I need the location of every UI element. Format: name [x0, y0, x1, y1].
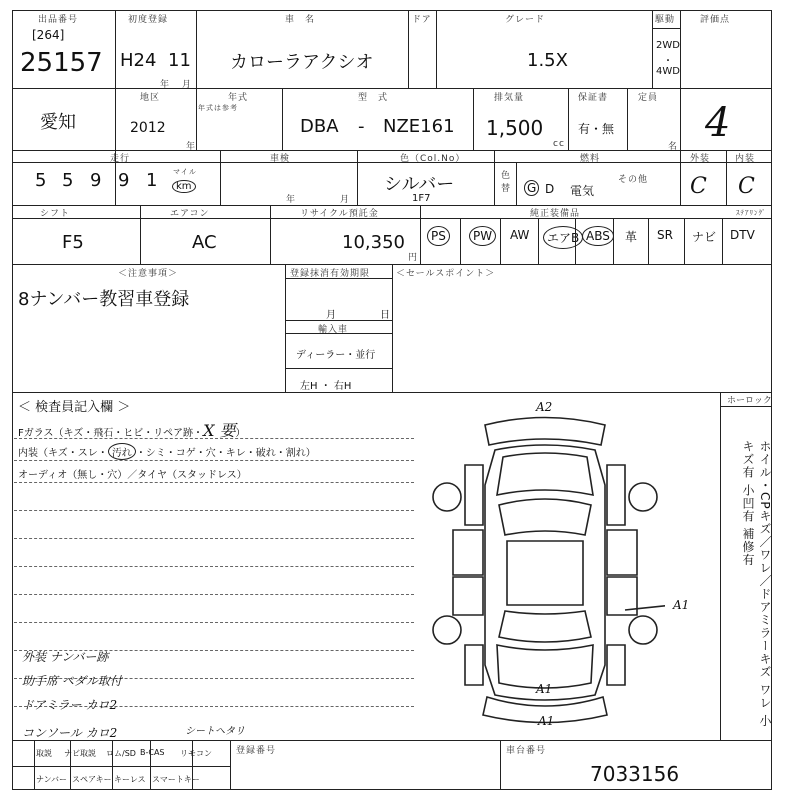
row3-rule-d	[516, 162, 517, 205]
handwritten-note-3: ドアミラー カロ2	[22, 698, 118, 712]
color-change-label: 色替	[499, 170, 509, 196]
shift-value: F5	[62, 232, 84, 253]
inspector-line-3: オーディオ（無し・穴）／タイヤ（スタッドレス）	[18, 470, 247, 481]
inspector-rule-2	[14, 460, 414, 461]
first-reg-label: 初度登録	[128, 15, 169, 25]
wheel-rear-right	[629, 616, 657, 644]
inspection-label: 車検	[270, 154, 291, 164]
wheel-front-right	[629, 483, 657, 511]
model-year: 2012	[130, 120, 166, 136]
footer-mid-rule	[12, 766, 230, 767]
reg-no-label: 登録番号	[236, 746, 277, 756]
footer-checkbox-label: リモコン	[180, 749, 212, 758]
drive-4wd: 4WD	[656, 66, 680, 77]
color-label: 色（Col.No）	[400, 154, 466, 164]
model-code: NZE161	[383, 116, 455, 137]
mileage-digit-3: 9	[90, 170, 102, 191]
fuel-d: D	[545, 182, 555, 196]
inspector-title: ＜ 検査員記入欄 ＞	[18, 400, 131, 415]
lot-number: 25157	[20, 48, 103, 78]
inspector-line-2-text: 内装（キズ・スレ・	[18, 448, 108, 459]
reg-month: 月	[326, 310, 336, 321]
drive-dot: ・	[663, 56, 673, 67]
displacement-label: 排気量	[494, 93, 525, 103]
model-dash: -	[358, 116, 365, 137]
footer-checkbox-label: B-CAS	[140, 748, 165, 757]
row4-label-rule	[12, 218, 772, 219]
footer-divider	[150, 740, 151, 790]
row4-rule-a	[140, 205, 141, 264]
mileage-digits	[30, 168, 175, 196]
equipment-divider	[500, 218, 501, 264]
footer-checkbox-label: ロム/SD	[106, 749, 136, 758]
row3-rule-a	[220, 150, 221, 205]
drive-2wd: 2WD	[656, 40, 680, 51]
row3-rule-c	[494, 150, 495, 205]
exterior-label: 外装	[690, 154, 711, 164]
row2-rule-d	[568, 88, 569, 150]
windshield	[499, 499, 591, 535]
inspector-line-1-mark: X 要	[203, 421, 236, 440]
score-value: 4	[705, 100, 731, 146]
first-reg-era: H24	[120, 50, 157, 71]
insp-month-unit: 月	[340, 195, 351, 205]
left-rear-fender	[465, 645, 483, 685]
equipment-item: PS	[427, 226, 450, 246]
hood	[497, 453, 593, 495]
col-rule-4	[436, 10, 437, 88]
mileage-unit-km: km	[172, 180, 196, 193]
model-label: 型 式	[358, 93, 389, 103]
inspector-line-2-circled: 汚れ	[108, 443, 136, 460]
car-name: カローラアクシオ	[230, 52, 374, 73]
left-front-door	[453, 530, 483, 575]
left-front-fender	[465, 465, 483, 525]
equipment-item: ナビ	[692, 230, 717, 244]
row3-bottom-rule	[12, 205, 772, 206]
lot-bracket: [264]	[32, 28, 65, 42]
row1-bottom-rule	[12, 88, 772, 89]
yen-unit: 円	[408, 253, 419, 263]
year-label: 年式	[228, 93, 249, 103]
chassis-label: 車台番号	[506, 746, 547, 756]
interior-grade: C	[738, 174, 755, 199]
fuel-other: その他	[618, 175, 649, 185]
right-front-fender	[607, 465, 625, 525]
row3-rule-e	[680, 150, 681, 205]
footer-top-rule	[12, 740, 772, 741]
handwritten-note-1: 外装 ナンバー跡	[22, 650, 109, 664]
footer-rule-a	[230, 740, 231, 790]
footer-divider	[192, 740, 193, 790]
footer-divider	[112, 740, 113, 790]
inspector-rule-4	[14, 510, 414, 511]
handle-type: 左H ・ 右H	[300, 381, 352, 392]
equipment-item: DTV	[730, 228, 755, 242]
car-body	[485, 445, 605, 700]
mileage-digit-4: 9	[118, 170, 130, 191]
capacity-label: 定員	[638, 93, 659, 103]
displacement-value: 1,500	[486, 116, 544, 140]
import-top-rule	[285, 320, 392, 321]
damage-mark-top: A2	[536, 400, 553, 414]
equipment-item: SR	[657, 228, 673, 242]
footer-checkbox-label: スペアキー	[72, 775, 112, 784]
cc-unit: cc	[553, 139, 565, 149]
grade-value: 1.5X	[527, 50, 568, 71]
row3-rule-f	[726, 150, 727, 205]
color-code: 1F7	[412, 193, 431, 204]
col-rule-2	[196, 10, 197, 88]
leader-line-right	[625, 605, 665, 610]
aircon-value: AC	[192, 232, 217, 253]
area-value: 愛知	[40, 112, 76, 133]
inspector-line-1-text: Fガラス（キズ・飛石・ヒビ・リペア跡・	[18, 428, 204, 439]
side-box-label-rule	[720, 406, 772, 407]
col-rule-5	[652, 10, 653, 88]
damage-mark-right: A1	[673, 598, 690, 612]
inspector-line-2-rest: ・シミ・コゲ・穴・キレ・破れ・割れ）	[135, 448, 316, 459]
month-unit: 月	[182, 80, 193, 90]
inspector-rule-3	[14, 482, 414, 483]
insp-year-unit: 年	[286, 195, 297, 205]
aircon-label: エアコン	[170, 209, 210, 219]
row2-rule-c	[473, 88, 474, 150]
drive-label: 駆動	[655, 15, 676, 25]
recycle-label: リサイクル預託金	[300, 209, 379, 219]
equipment-divider	[684, 218, 685, 264]
row3-rule-b	[357, 150, 358, 205]
inspector-line-1	[18, 418, 246, 441]
side-box-rule	[720, 392, 721, 740]
footer-checkbox-label: キーレス	[114, 775, 146, 784]
registration-label: 登録抹消有効期限	[290, 269, 371, 279]
rear-window	[499, 611, 591, 642]
year-unit: 年	[160, 80, 171, 90]
warranty-label: 保証書	[578, 93, 609, 103]
right-front-door	[607, 530, 637, 575]
mei-unit: 名	[668, 142, 679, 152]
equipment-item: PW	[469, 226, 496, 246]
notes-text: 8ナンバー教習車登録	[18, 289, 190, 310]
color-name: シルバー	[384, 174, 455, 195]
inspector-rule-8	[14, 622, 414, 623]
model-prefix: DBA	[300, 116, 339, 137]
roof	[507, 541, 583, 605]
mileage-digit-2: 5	[62, 170, 74, 191]
col-rule-6	[680, 10, 681, 150]
grade-label: グレード	[505, 15, 546, 25]
equipment-divider	[648, 218, 649, 264]
inspector-line-2	[18, 443, 316, 460]
right-rear-fender	[607, 645, 625, 685]
row2-rule-a	[196, 88, 197, 150]
handwritten-note-4: コンソール カロ2	[22, 726, 118, 740]
side-box-title: ホーロック	[727, 396, 772, 406]
handle-rule	[285, 368, 392, 369]
col-rule-3	[408, 10, 409, 88]
interior-label: 内装	[735, 154, 756, 164]
mileage-label: 走行	[110, 154, 131, 164]
equipment-item: AW	[510, 228, 530, 242]
notes-label: ＜注意事項＞	[118, 269, 179, 279]
fuel-elec: 電気	[570, 184, 595, 198]
first-reg-month: 11	[168, 50, 191, 71]
mileage-unit-mile: マイル	[173, 168, 197, 176]
row2-rule-e	[627, 88, 628, 150]
footer-divider	[34, 740, 35, 790]
row4-rule-c	[420, 205, 421, 264]
score-label: 評価点	[700, 15, 731, 25]
row2-rule-b	[282, 88, 283, 150]
entry-no-label: 出品番号	[38, 15, 79, 25]
notes-rule-b	[392, 264, 393, 392]
damage-mark-bottom-a: A1	[536, 682, 553, 696]
footer-checkbox-label: ナンバー	[36, 775, 68, 784]
mileage-digit-5: 1	[146, 170, 158, 191]
equipment-label: 純正装備品	[530, 209, 581, 219]
fuel-g: G	[524, 180, 539, 196]
year-note: 年式は参考	[198, 104, 238, 112]
footer-checkbox-label: ナビ取説	[64, 749, 96, 758]
warranty-value: 有・無	[578, 122, 615, 136]
equipment-divider	[538, 218, 539, 264]
equipment-divider	[722, 218, 723, 264]
footer-divider	[70, 740, 71, 790]
left-rear-door	[453, 577, 483, 615]
row4-rule-b	[270, 205, 271, 264]
front-bumper	[485, 418, 605, 446]
handwritten-note-5: シートヘタリ	[185, 726, 245, 737]
fuel-label: 燃料	[580, 154, 601, 164]
steering-label: ｽﾃｱﾘﾝｸﾞ	[736, 209, 767, 217]
car-name-label: 車 名	[285, 15, 316, 25]
notes-rule-a	[285, 264, 286, 392]
equipment-divider	[575, 218, 576, 264]
import-label: 輸入車	[318, 325, 349, 335]
equipment-item: 革	[625, 230, 638, 244]
wheel-rear-left	[433, 616, 461, 644]
area-label: 地区	[140, 93, 161, 103]
shift-label: シフト	[40, 209, 71, 219]
footer-rule-b	[500, 740, 501, 790]
doors-label: ドア	[412, 15, 432, 25]
wheel-front-left	[433, 483, 461, 511]
drive-top-rule	[652, 28, 680, 29]
mileage-digit-1: 5	[35, 170, 47, 191]
recycle-fee: 10,350	[342, 232, 405, 253]
nen-unit: 年	[186, 142, 197, 152]
footer-checkbox-label: スマートキー	[152, 775, 200, 784]
inspector-rule-6	[14, 566, 414, 567]
footer-checkbox-label: 取説	[36, 749, 52, 758]
damage-mark-bottom-b: A1	[538, 714, 555, 728]
equipment-divider	[613, 218, 614, 264]
inspector-rule-5	[14, 538, 414, 539]
import-type: ディーラー・並行	[296, 350, 376, 361]
inspector-rule-7	[14, 594, 414, 595]
notes-bottom-rule	[12, 392, 772, 393]
exterior-grade: C	[690, 174, 707, 199]
inspector-line-1-close: ）	[235, 428, 246, 439]
chassis-number: 7033156	[590, 762, 680, 786]
sales-point-label: ＜セールスポイント＞	[396, 269, 496, 279]
equipment-divider	[460, 218, 461, 264]
handwritten-note-2: 助手席 ペダル取付	[22, 674, 122, 688]
equipment-item: エアB	[543, 226, 583, 249]
equipment-item: ABS	[582, 226, 614, 246]
side-box-text: ホイル・CPキズ／ワレ／ドアミラーキズ ワレ 小キズ有 小凹有 補修有	[741, 440, 772, 728]
reg-day: 日	[380, 310, 390, 321]
